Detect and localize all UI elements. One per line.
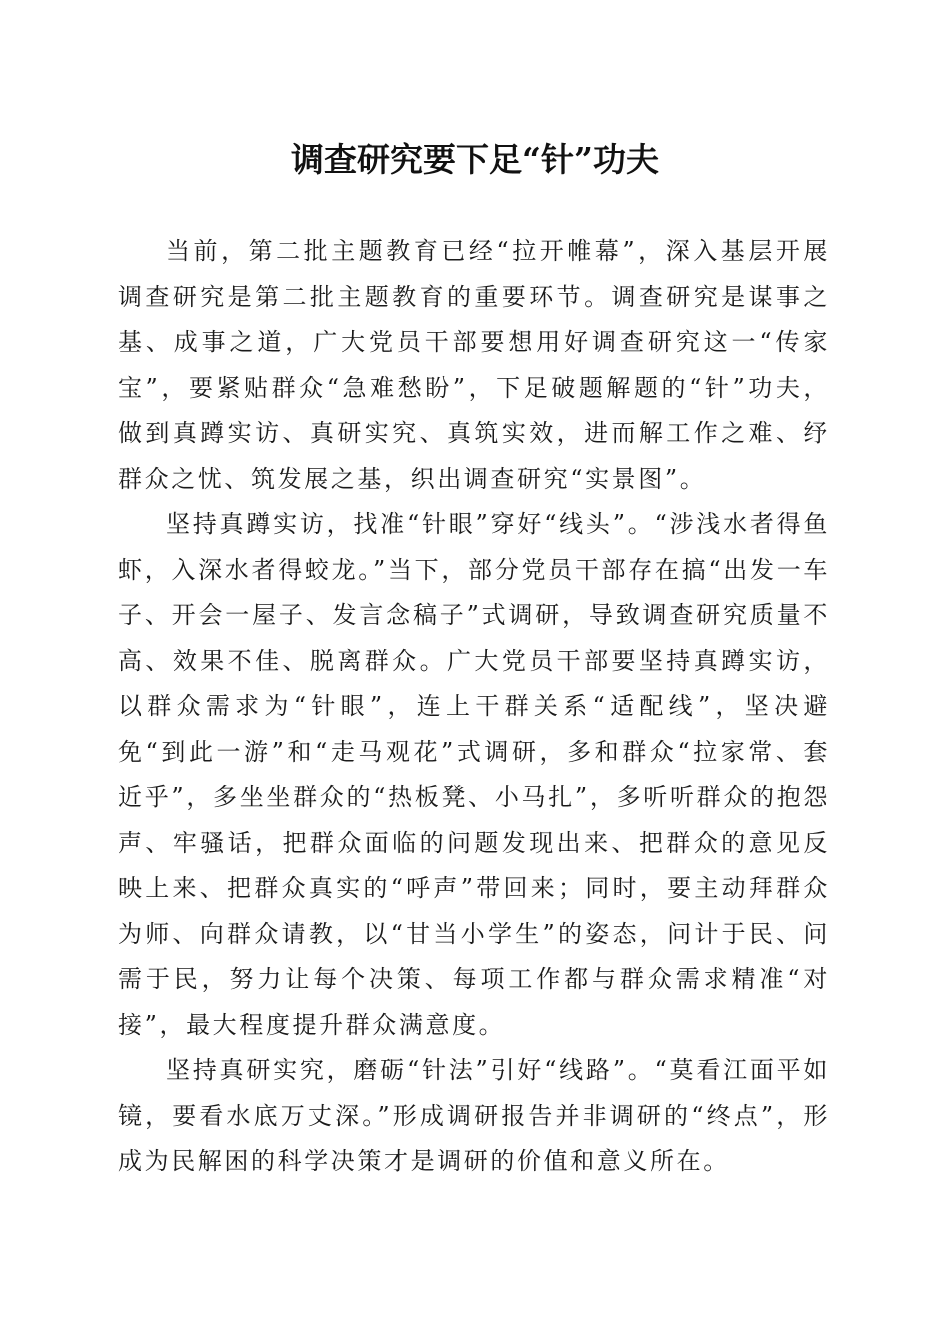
document-title: 调查研究要下足“针”功夫 [291,140,659,179]
paragraph-intro: 当前，第二批主题教育已经“拉开帷幕”，深入基层开展调查研究是第二批主题教育的重要环节。调查研究是谋事之基、成事之道，广大党员干部要想用好调查研究这一“传家宝”，要紧贴群众“急难愁盼”，下足破题解题的“针”功夫，做到真蹲实访、真研实究、真筑实效，进而解工作之难、纾群众之忧、筑发展之基，织出调查研究“实景图”。 [118,237,830,493]
paragraph-second-point: 坚持真研实究，磨砺“针法”引好“线路”。“莫看江面平如镜，要看水底万丈深。”形成调研报告并非调研的“终点”，形成为民解困的科学决策才是调研的价值和意义所在。 [118,1056,830,1175]
paragraph-first-point: 坚持真蹲实访，找准“针眼”穿好“线头”。“涉浅水者得鱼虾，入深水者得蛟龙。”当下，部分党员干部存在搞“出发一车子、开会一屋子、发言念稿子”式调研，导致调查研究质量不高、效果不佳、脱离群众。广大党员干部要坚持真蹲实访，以群众需求为“针眼”，连上干群关系“适配线”，坚决避免“到此一游”和“走马观花”式调研，多和群众“拉家常、套近乎”，多坐坐群众的“热板凳、小马扎”，多听听群众的抱怨声、牢骚话，把群众面临的问题发现出来、把群众的意见反映上来、把群众真实的“呼声”带回来；同时，要主动拜群众为师、向群众请教，以“甘当小学生”的姿态，问计于民、问需于民，努力让每个决策、每项工作都与群众需求精准“对接”，最大程度提升群众满意度。 [118,510,830,1039]
document-body [118,229,830,1185]
